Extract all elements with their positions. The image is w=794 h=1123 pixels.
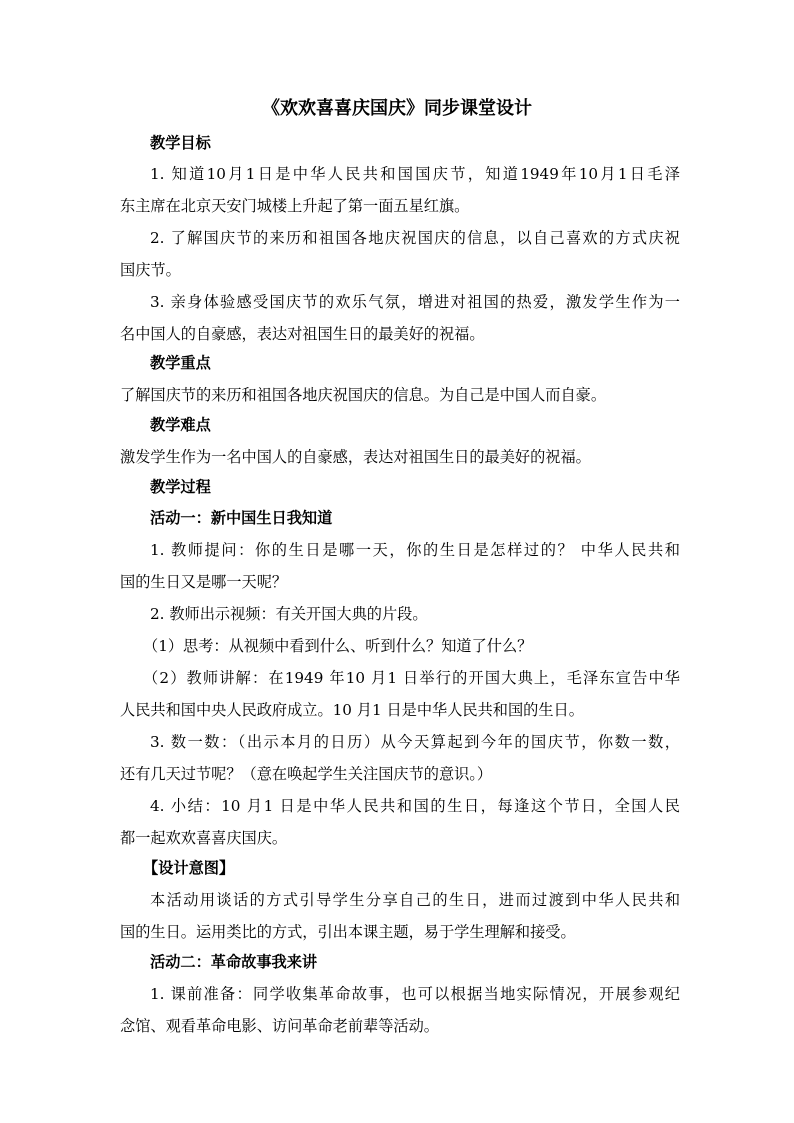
activity-1-item-1-line-2: 国的生日又是哪一天呢？ <box>120 573 288 591</box>
key-point-text: 了解国庆节的来历和祖国各地庆祝国庆的信息。为自己是中国人而自豪。 <box>120 386 606 404</box>
activity-1-item-1-line-1: 1. 教师提问：你的生日是哪一天，你的生日是怎样过的？ 中华人民共和 <box>150 541 680 559</box>
activity-1-item-2-sub-2-line-2: 人民共和国中央人民政府成立。10 月1 日是中华人民共和国的生日。 <box>120 701 584 719</box>
difficulty-text: 激发学生作为一名中国人的自豪感，表达对祖国生日的最美好的祝福。 <box>120 448 591 466</box>
activity-1-item-4-line-2: 都一起欢欢喜喜庆国庆。 <box>120 829 288 847</box>
goal-1-line-2: 东主席在北京天安门城楼上升起了第一面五星红旗。 <box>120 197 470 215</box>
activity-1-item-2-sub-2-line-1: （2）教师讲解：在1949 年10 月1 日举行的开国大典上，毛泽东宣告中华 <box>143 669 680 687</box>
document-title: 《欢欢喜喜庆国庆》同步课堂设计 <box>262 98 532 119</box>
goal-3-line-2: 名中国人的自豪感，表达对祖国生日的最美好的祝福。 <box>120 325 485 343</box>
goal-2-line-1: 2. 了解国庆节的来历和祖国各地庆祝国庆的信息，以自己喜欢的方式庆祝 <box>150 229 680 247</box>
design-intent-line-2: 国的生日。运用类比的方式，引出本课主题，易于学生理解和接受。 <box>120 923 576 941</box>
activity-1-item-2-sub-1: （1）思考：从视频中看到什么、听到什么？知道了什么？ <box>143 637 533 655</box>
activity-1-item-4-line-1: 4. 小结：10 月1 日是中华人民共和国的生日，每逢这个节日，全国人民 <box>150 797 680 815</box>
section-heading-process: 教学过程 <box>150 478 211 496</box>
design-intent-line-1: 本活动用谈话的方式引导学生分享自己的生日，进而过渡到中华人民共和 <box>150 891 680 909</box>
activity-2-heading: 活动二：革命故事我来讲 <box>150 953 318 971</box>
activity-1-item-2: 2. 教师出示视频：有关开国大典的片段。 <box>150 605 428 623</box>
goal-3-line-1: 3. 亲身体验感受国庆节的欢乐气氛，增进对祖国的热爱，激发学生作为一 <box>150 293 680 311</box>
activity-2-item-1-line-1: 1. 课前准备：同学收集革命故事，也可以根据当地实际情况，开展参观纪 <box>150 985 680 1003</box>
section-heading-difficulty: 教学难点 <box>150 416 211 434</box>
section-heading-goals: 教学目标 <box>150 134 211 152</box>
design-intent-heading: 【设计意图】 <box>143 859 235 877</box>
activity-1-item-3-line-1: 3. 数一数：（出示本月的日历）从今天算起到今年的国庆节，你数一数， <box>150 733 680 751</box>
activity-2-item-1-line-2: 念馆、观看革命电影、访问革命老前辈等活动。 <box>120 1017 439 1035</box>
activity-1-heading: 活动一：新中国生日我知道 <box>150 509 333 527</box>
goal-1-line-1: 1. 知道10月1日是中华人民共和国国庆节，知道1949年10月1日毛泽 <box>150 165 680 183</box>
activity-1-item-3-line-2: 还有几天过节呢？（意在唤起学生关注国庆节的意识。） <box>120 765 493 783</box>
section-heading-key: 教学重点 <box>150 354 211 372</box>
goal-2-line-2: 国庆节。 <box>120 261 181 279</box>
